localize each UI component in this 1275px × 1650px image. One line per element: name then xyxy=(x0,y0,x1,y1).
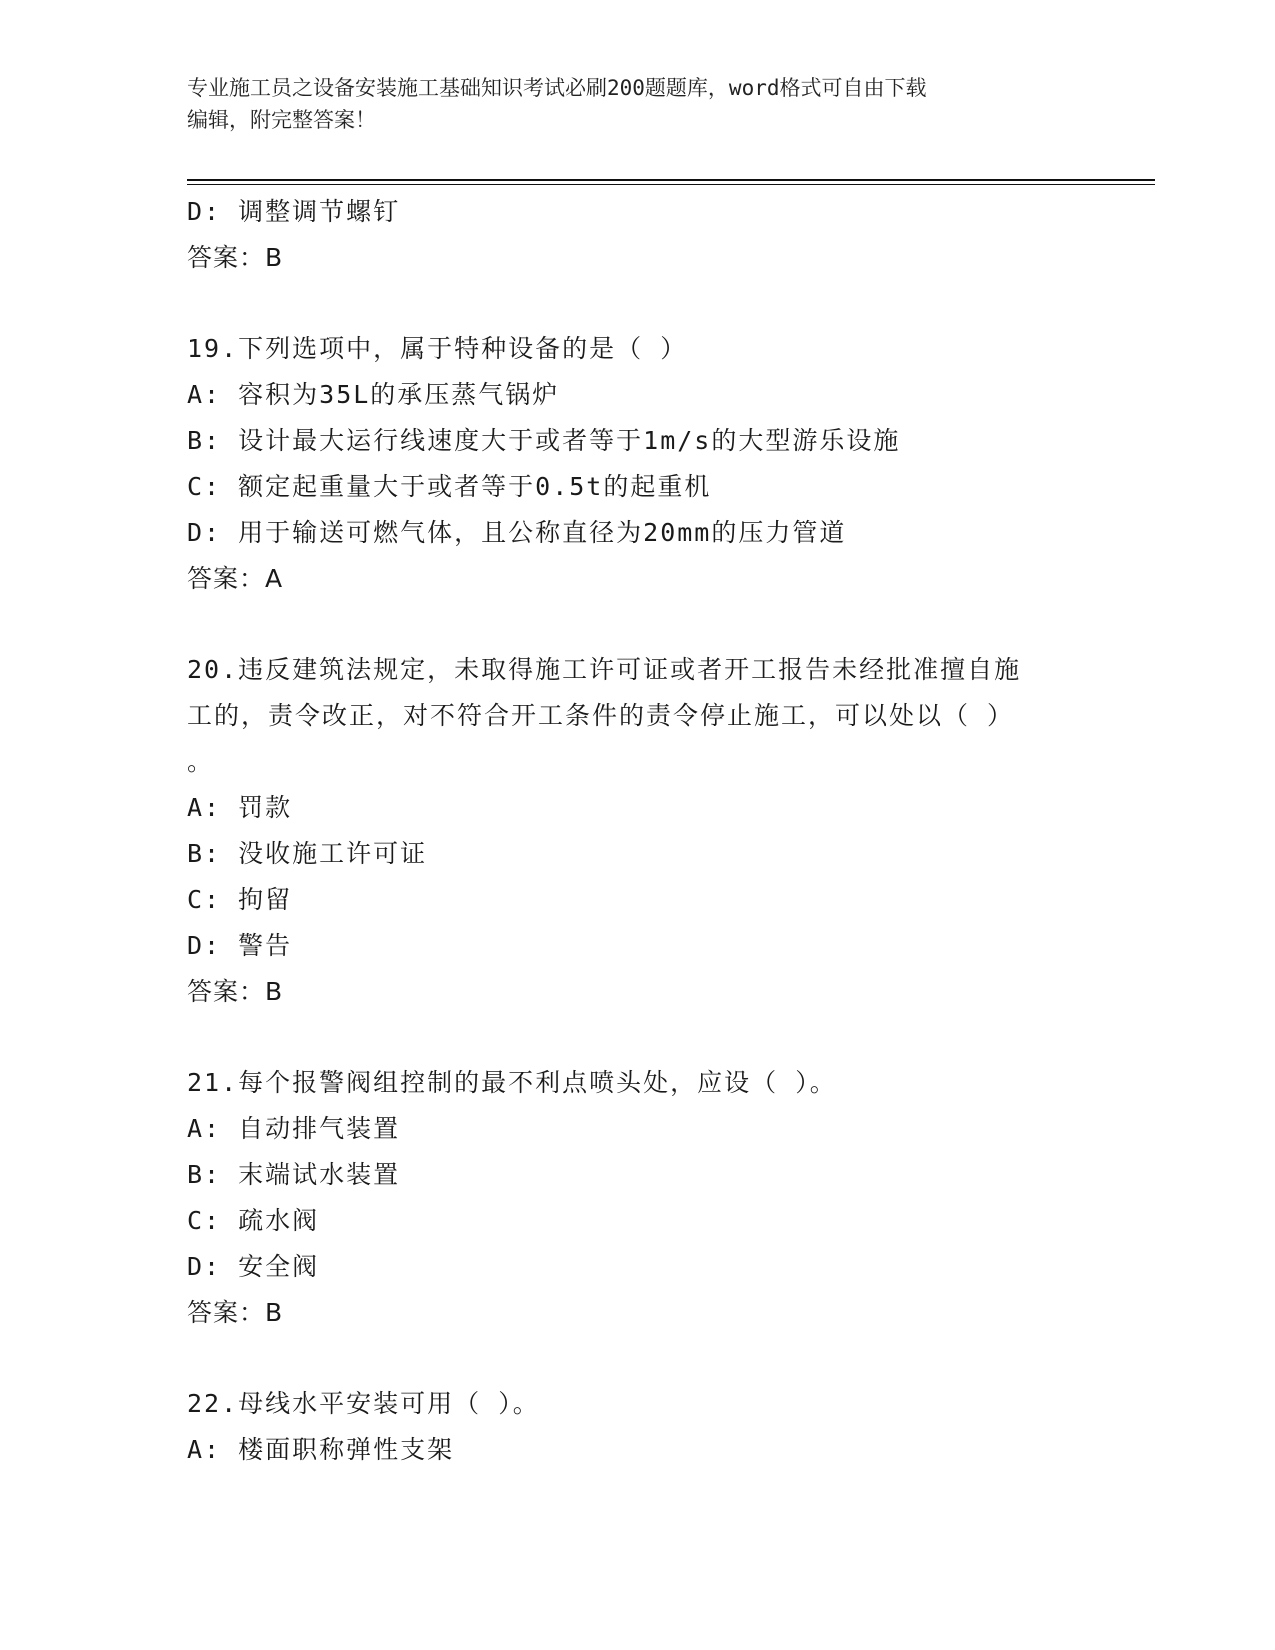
q20-stem-line3: 。 xyxy=(187,747,215,776)
q21-answer: 答案：B xyxy=(187,1298,284,1327)
q20-option-b: B: 没收施工许可证 xyxy=(187,839,428,868)
q20-option-c: C: 拘留 xyxy=(187,885,293,914)
q20-stem-line2: 工的，责令改正，对不符合开工条件的责令停止施工，可以处以（ ） xyxy=(187,701,1015,730)
header-divider-thick xyxy=(187,179,1155,181)
q19-option-c: C: 额定起重量大于或者等于0.5t的起重机 xyxy=(187,472,712,501)
header-title-line2: 编辑，附完整答案！ xyxy=(187,108,376,132)
q21-option-c: C: 疏水阀 xyxy=(187,1206,320,1235)
q22-stem: 22.母线水平安装可用（ ）。 xyxy=(187,1389,540,1418)
q20-option-d: D: 警告 xyxy=(187,931,293,960)
q20-stem-line1: 20.违反建筑法规定，未取得施工许可证或者开工报告未经批准擅自施 xyxy=(187,655,1022,684)
q19-stem: 19.下列选项中，属于特种设备的是（ ） xyxy=(187,334,688,363)
q19-option-a: A: 容积为35L的承压蒸气锅炉 xyxy=(187,380,560,409)
header-title-line1: 专业施工员之设备安装施工基础知识考试必刷200题题库，word格式可自由下载 xyxy=(187,76,927,100)
q21-stem: 21.每个报警阀组控制的最不利点喷头处，应设（ ）。 xyxy=(187,1068,837,1097)
page-header xyxy=(187,72,1087,136)
q18-option-d: D: 调整调节螺钉 xyxy=(187,197,401,226)
q19-option-d: D: 用于输送可燃气体，且公称直径为20mm的压力管道 xyxy=(187,518,847,547)
q19-answer: 答案：A xyxy=(187,564,284,593)
q20-option-a: A: 罚款 xyxy=(187,793,293,822)
q21-option-a: A: 自动排气装置 xyxy=(187,1114,401,1143)
q21-option-d: D: 安全阀 xyxy=(187,1252,320,1281)
question-list xyxy=(187,189,1147,1473)
q18-answer: 答案：B xyxy=(187,243,284,272)
q19-option-b: B: 设计最大运行线速度大于或者等于1m/s的大型游乐设施 xyxy=(187,426,901,455)
q20-answer: 答案：B xyxy=(187,977,284,1006)
header-divider-thin xyxy=(187,184,1155,185)
q22-option-a: A: 楼面职称弹性支架 xyxy=(187,1435,455,1464)
q21-option-b: B: 末端试水装置 xyxy=(187,1160,401,1189)
